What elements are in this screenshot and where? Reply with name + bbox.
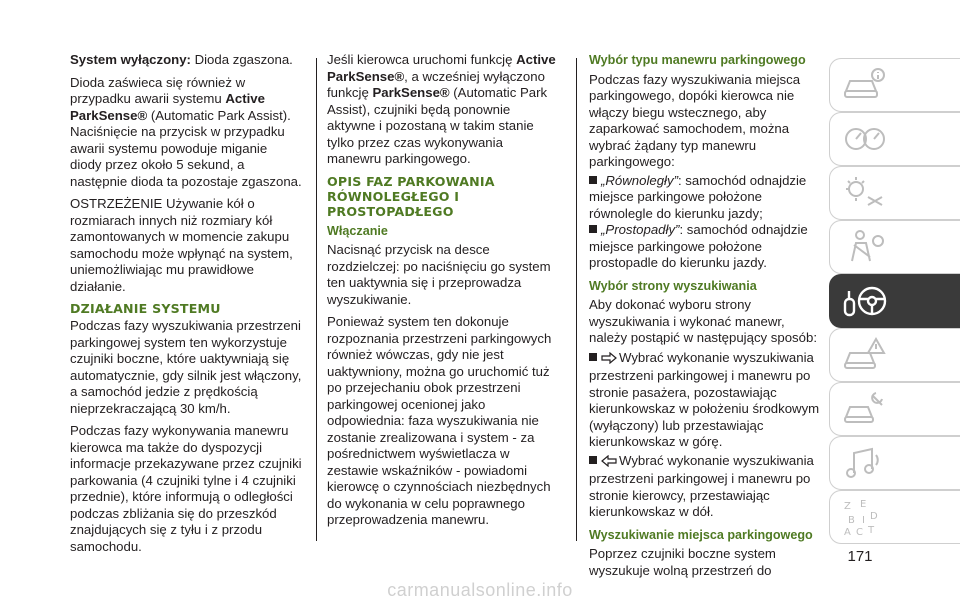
dashboard-icon <box>842 119 886 159</box>
lights-icon <box>842 173 886 213</box>
column-3 <box>589 52 821 585</box>
subheading-search-side: Wybór strony wyszukiwania <box>589 278 757 293</box>
bullet-square-icon <box>589 353 597 361</box>
maneuver-type-paragraph: Podczas fazy wyszukiwania miejsca parkingowego, dopóki kierowca nie włączy biegu wstecznego, aby zaparkować samochodem, można wybrać żądany typ manewru parkingowego: <box>589 71 801 169</box>
activation-paragraph <box>327 52 559 168</box>
bullet-square-icon <box>589 456 597 464</box>
activation-text-b: Active ParkSense® <box>327 52 556 84</box>
tab-driving[interactable] <box>829 274 960 328</box>
activation-text-c: , a wcześniej wyłączono funkcję <box>327 68 545 100</box>
index-icon <box>842 497 886 537</box>
svg-text:I: I <box>862 515 865 526</box>
arrow-right-icon <box>601 352 617 369</box>
press-button-paragraph: Nacisnąć przycisk na desce rozdzielczej: po naciśnięciu go system ten uaktywnia się i przeprowadza wyszukiwanie. <box>327 242 551 307</box>
section-heading-phases: OPIS FAZ PARKOWANIA RÓWNOLEGŁEGO I PROSTOPADŁEGO <box>327 173 495 219</box>
subheading-maneuver-type: Wybór typu manewru parkingowego <box>589 53 806 67</box>
car-info-icon <box>842 65 886 105</box>
section-heading-operation: DZIAŁANIE SYSTEMU <box>70 301 221 316</box>
tab-car-info[interactable] <box>829 58 960 112</box>
tab-lights[interactable] <box>829 166 960 220</box>
multimedia-icon <box>842 443 886 483</box>
tab-index[interactable] <box>829 490 960 544</box>
failure-text-b: Active ParkSense® <box>70 91 265 123</box>
system-off-text: Dioda zgaszona. <box>190 52 293 67</box>
subheading-space-search: Wyszukiwanie miejsca parkingowego <box>589 527 813 542</box>
search-side-paragraph: Aby dokonać wyboru strony wyszukiwania i wykonać manewr, należy postąpić w następujący sposób: <box>589 297 817 345</box>
svg-text:D: D <box>870 511 878 522</box>
tab-dashboard[interactable] <box>829 112 960 166</box>
failure-text-c: (Automatic Park Assist). Naciśnięcie na przycisk w przypadku awarii systemu powoduje miganie diody przez około 5 sekund, a następnie dioda ta pozostaje zgaszona. <box>70 107 302 189</box>
column-divider-2 <box>576 58 577 541</box>
failure-text-a: Dioda zaświeca się również w przypadku awarii systemu <box>70 74 246 106</box>
column-divider-1 <box>316 58 317 541</box>
warning-paragraph: OSTRZEŻENIE Używanie kół o rozmiarach innych niż rozmiary kół zamontowanych w momencie zakupu samochodu może wpłynąć na system, uniemożliwiając mu prawidłowe działanie. <box>70 196 293 294</box>
operation-paragraph-2: Podczas fazy wykonywania manewru kierowca ma także do dyspozycji informacje przekazywane przez czujniki parkowania (4 czujniki tylne i 4 czujniki przednie), które informują o odległości podczas zbliżania się do przeszkód znajdujących się z tyłu i z przodu samochodu. <box>70 423 302 554</box>
warning-icon <box>842 335 886 375</box>
tab-seatbelt[interactable] <box>829 220 960 274</box>
bullet-parallel <box>589 173 821 223</box>
bullet-square-icon <box>589 225 597 233</box>
recognition-paragraph: Ponieważ system ten dokonuje rozpoznania przestrzeni parkingowych również wówczas, gdy nie jest uaktywniony, można go uruchomić tuż po przejechaniu obok przestrzeni parkingowej ocenionej jako odpowiednia: faza wyszukiwania nie zostanie zrealizowana i system - za pośrednictwem wyświetlacza w zestawie wskaźników - powiadomi kierowcę o czynnościach niezbędnych do wykonania w celu poprawnego przeprowadzenia manewru. <box>327 314 552 527</box>
perpendicular-label: „Prostopadły” <box>601 222 680 237</box>
perpendicular-text: : samochód odnajdzie miejsce parkingowe położone prostopadle do kierunku jazdy. <box>589 222 808 270</box>
left-side-text: Wybrać wykonanie wyszukiwania przestrzeni parkingowej i manewru po stronie kierowcy, przestawiając kierunkowskaz w dół. <box>589 452 814 519</box>
footer-watermark: carmanualsonline.info <box>387 580 573 600</box>
bullet-perpendicular <box>589 222 821 272</box>
service-icon <box>842 389 886 429</box>
operation-paragraph-1: Podczas fazy wyszukiwania przestrzeni parkingowej system ten wykorzystuje czujniki boczne, które uaktywniają się automatycznie, gdy silnik jest włączony, a samochód jedzie z prędkością nieprzekraczającą 30 km/h. <box>70 318 302 416</box>
tab-service[interactable] <box>829 382 960 436</box>
activation-text-e: (Automatic Park Assist), czujniki będą ponownie aktywne i pozostaną w takim stanie tylko przez czas wykonywania manewru parkingowego. <box>327 85 548 166</box>
svg-text:C: C <box>856 527 863 537</box>
driving-icon <box>842 281 890 321</box>
seatbelt-icon <box>842 227 886 267</box>
activation-text-d: ParkSense® <box>372 85 450 100</box>
system-off-paragraph <box>70 52 302 69</box>
svg-text:Z: Z <box>844 501 851 512</box>
system-off-label: System wyłączony: <box>70 52 191 67</box>
subheading-activation: Włączanie <box>327 223 388 238</box>
bullet-square-icon <box>589 176 597 184</box>
svg-text:A: A <box>844 527 851 537</box>
svg-text:T: T <box>868 525 875 536</box>
svg-text:B: B <box>848 515 855 526</box>
right-side-text: Wybrać wykonanie wyszukiwania przestrzeni parkingowej i manewru po stronie pasażera, pozostawiając kierunkowskaz w położeniu środkowym (wyłączony) lub przestawiając kierunkowskaz w górę. <box>589 349 820 449</box>
space-search-paragraph: Poprzez czujniki boczne system wyszukuje wolną przestrzeń do <box>589 546 776 578</box>
column-1 <box>70 52 302 561</box>
arrow-left-icon <box>601 455 617 472</box>
column-2 <box>327 52 559 535</box>
parallel-label: „Równoległy” <box>601 172 678 188</box>
page-number: 171 <box>847 548 873 565</box>
bullet-left-side <box>589 453 821 521</box>
tab-multimedia[interactable] <box>829 436 960 490</box>
activation-text-a: Jeśli kierowca uruchomi funkcję <box>327 52 517 67</box>
tab-warning[interactable] <box>829 328 960 382</box>
bullet-right-side <box>589 350 821 451</box>
parallel-text: : samochód odnajdzie miejsce parkingowe położone równolegle do kierunku jazdy; <box>589 172 807 221</box>
failure-paragraph <box>70 75 302 191</box>
svg-text:E: E <box>860 499 867 510</box>
